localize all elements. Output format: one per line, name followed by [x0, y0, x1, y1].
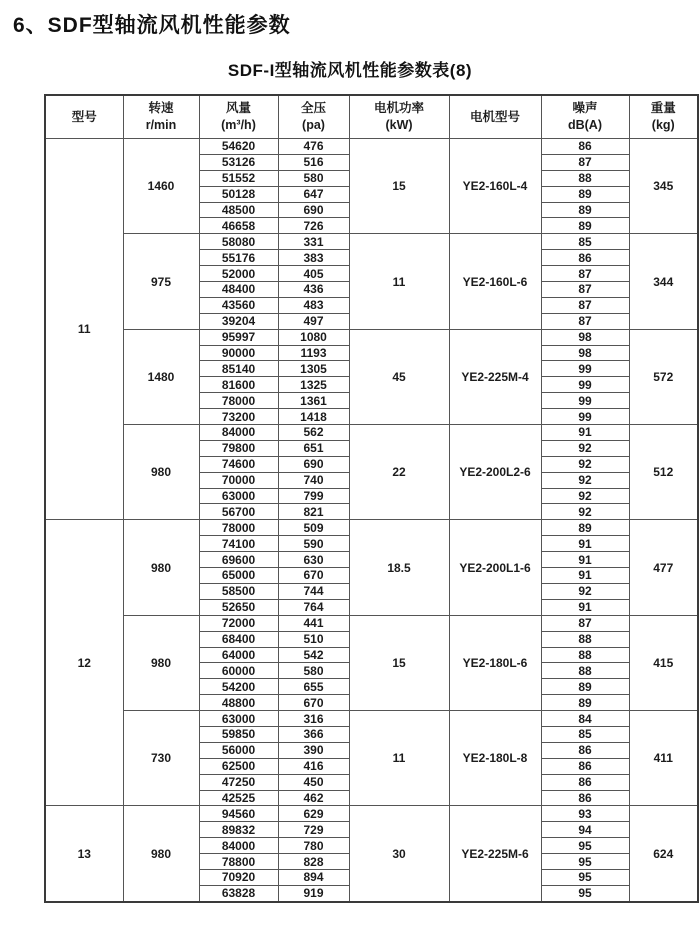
noise-cell: 91 [541, 425, 629, 441]
noise-cell: 91 [541, 536, 629, 552]
flow-cell: 42525 [199, 790, 278, 806]
noise-cell: 88 [541, 663, 629, 679]
pressure-cell: 690 [278, 456, 349, 472]
flow-cell: 60000 [199, 663, 278, 679]
flow-cell: 69600 [199, 552, 278, 568]
power-cell: 11 [349, 711, 449, 806]
pressure-cell: 509 [278, 520, 349, 536]
flow-cell: 70920 [199, 869, 278, 885]
noise-cell: 87 [541, 282, 629, 298]
model-cell: 12 [45, 520, 123, 806]
power-cell: 45 [349, 329, 449, 424]
pressure-cell: 436 [278, 282, 349, 298]
flow-cell: 48500 [199, 202, 278, 218]
pressure-cell: 462 [278, 790, 349, 806]
flow-cell: 72000 [199, 615, 278, 631]
flow-cell: 90000 [199, 345, 278, 361]
flow-cell: 65000 [199, 568, 278, 584]
weight-cell: 415 [629, 615, 698, 710]
speed-cell: 980 [123, 615, 199, 710]
noise-cell: 89 [541, 186, 629, 202]
noise-cell: 92 [541, 504, 629, 520]
motor-cell: YE2-180L-6 [449, 615, 541, 710]
flow-cell: 81600 [199, 377, 278, 393]
motor-cell: YE2-180L-8 [449, 711, 541, 806]
flow-cell: 56000 [199, 742, 278, 758]
pressure-cell: 542 [278, 647, 349, 663]
noise-cell: 99 [541, 409, 629, 425]
flow-cell: 54200 [199, 679, 278, 695]
header-row [45, 95, 698, 139]
table-row [45, 711, 698, 727]
noise-cell: 93 [541, 806, 629, 822]
pressure-cell: 366 [278, 726, 349, 742]
flow-cell: 56700 [199, 504, 278, 520]
noise-cell: 89 [541, 202, 629, 218]
flow-cell: 48400 [199, 282, 278, 298]
noise-cell: 88 [541, 170, 629, 186]
pressure-cell: 516 [278, 154, 349, 170]
noise-cell: 87 [541, 297, 629, 313]
speed-cell: 980 [123, 425, 199, 520]
pressure-cell: 629 [278, 806, 349, 822]
noise-cell: 86 [541, 790, 629, 806]
weight-cell: 624 [629, 806, 698, 902]
motor-cell: YE2-225M-6 [449, 806, 541, 902]
table-row [45, 139, 698, 155]
table-row [45, 615, 698, 631]
speed-cell: 975 [123, 234, 199, 329]
weight-cell: 477 [629, 520, 698, 615]
noise-cell: 87 [541, 313, 629, 329]
flow-cell: 47250 [199, 774, 278, 790]
noise-cell: 88 [541, 647, 629, 663]
noise-cell: 86 [541, 742, 629, 758]
noise-cell: 94 [541, 822, 629, 838]
flow-cell: 53126 [199, 154, 278, 170]
flow-cell: 64000 [199, 647, 278, 663]
noise-cell: 87 [541, 266, 629, 282]
noise-cell: 92 [541, 472, 629, 488]
noise-cell: 95 [541, 869, 629, 885]
power-cell: 18.5 [349, 520, 449, 615]
noise-cell: 99 [541, 393, 629, 409]
power-cell: 15 [349, 615, 449, 710]
flow-cell: 94560 [199, 806, 278, 822]
pressure-cell: 799 [278, 488, 349, 504]
pressure-cell: 441 [278, 615, 349, 631]
noise-cell: 88 [541, 631, 629, 647]
model-cell: 13 [45, 806, 123, 902]
flow-cell: 58080 [199, 234, 278, 250]
flow-cell: 52000 [199, 266, 278, 282]
noise-cell: 87 [541, 615, 629, 631]
noise-cell: 85 [541, 234, 629, 250]
noise-cell: 91 [541, 568, 629, 584]
power-cell: 11 [349, 234, 449, 329]
col-header-flow: 风量 (m³/h) [199, 95, 278, 139]
table-row [45, 806, 698, 822]
power-cell: 30 [349, 806, 449, 902]
motor-cell: YE2-225M-4 [449, 329, 541, 424]
model-cell: 11 [45, 139, 123, 520]
pressure-cell: 828 [278, 854, 349, 870]
noise-cell: 86 [541, 774, 629, 790]
weight-cell: 411 [629, 711, 698, 806]
pressure-cell: 1193 [278, 345, 349, 361]
flow-cell: 63000 [199, 711, 278, 727]
pressure-cell: 390 [278, 742, 349, 758]
noise-cell: 99 [541, 377, 629, 393]
motor-cell: YE2-160L-6 [449, 234, 541, 329]
flow-cell: 95997 [199, 329, 278, 345]
pressure-cell: 764 [278, 599, 349, 615]
pressure-cell: 580 [278, 663, 349, 679]
pressure-cell: 580 [278, 170, 349, 186]
pressure-cell: 821 [278, 504, 349, 520]
speed-cell: 980 [123, 520, 199, 615]
pressure-cell: 1305 [278, 361, 349, 377]
flow-cell: 73200 [199, 409, 278, 425]
flow-cell: 63000 [199, 488, 278, 504]
noise-cell: 89 [541, 695, 629, 711]
col-header-weight: 重量 (kg) [629, 95, 698, 139]
noise-cell: 86 [541, 250, 629, 266]
noise-cell: 98 [541, 329, 629, 345]
weight-cell: 512 [629, 425, 698, 520]
col-header-model: 型号 [45, 95, 123, 139]
table-row [45, 520, 698, 536]
weight-cell: 344 [629, 234, 698, 329]
fan-spec-table [44, 94, 699, 903]
col-header-motor: 电机型号 [449, 95, 541, 139]
speed-cell: 1460 [123, 139, 199, 234]
pressure-cell: 331 [278, 234, 349, 250]
flow-cell: 85140 [199, 361, 278, 377]
pressure-cell: 780 [278, 838, 349, 854]
flow-cell: 89832 [199, 822, 278, 838]
table-title: SDF-I型轴流风机性能参数表(8) [227, 61, 473, 80]
noise-cell: 92 [541, 456, 629, 472]
pressure-cell: 894 [278, 869, 349, 885]
flow-cell: 50128 [199, 186, 278, 202]
col-header-speed: 转速 r/min [123, 95, 199, 139]
flow-cell: 52650 [199, 599, 278, 615]
noise-cell: 92 [541, 583, 629, 599]
col-header-power: 电机功率 (kW) [349, 95, 449, 139]
flow-cell: 43560 [199, 297, 278, 313]
flow-cell: 39204 [199, 313, 278, 329]
noise-cell: 95 [541, 838, 629, 854]
motor-cell: YE2-200L2-6 [449, 425, 541, 520]
noise-cell: 89 [541, 520, 629, 536]
noise-cell: 92 [541, 440, 629, 456]
flow-cell: 78800 [199, 854, 278, 870]
noise-cell: 99 [541, 361, 629, 377]
noise-cell: 89 [541, 218, 629, 234]
pressure-cell: 919 [278, 885, 349, 901]
pressure-cell: 670 [278, 695, 349, 711]
flow-cell: 84000 [199, 838, 278, 854]
speed-cell: 980 [123, 806, 199, 902]
table-row [45, 425, 698, 441]
pressure-cell: 483 [278, 297, 349, 313]
weight-cell: 572 [629, 329, 698, 424]
flow-cell: 46658 [199, 218, 278, 234]
pressure-cell: 1080 [278, 329, 349, 345]
noise-cell: 91 [541, 552, 629, 568]
pressure-cell: 647 [278, 186, 349, 202]
table-header [45, 95, 698, 139]
pressure-cell: 476 [278, 139, 349, 155]
flow-cell: 78000 [199, 393, 278, 409]
pressure-cell: 726 [278, 218, 349, 234]
pressure-cell: 670 [278, 568, 349, 584]
flow-cell: 59850 [199, 726, 278, 742]
flow-cell: 62500 [199, 758, 278, 774]
pressure-cell: 416 [278, 758, 349, 774]
flow-cell: 51552 [199, 170, 278, 186]
motor-cell: YE2-160L-4 [449, 139, 541, 234]
pressure-cell: 690 [278, 202, 349, 218]
noise-cell: 91 [541, 599, 629, 615]
pressure-cell: 744 [278, 583, 349, 599]
pressure-cell: 729 [278, 822, 349, 838]
pressure-cell: 740 [278, 472, 349, 488]
table-row [45, 329, 698, 345]
pressure-cell: 497 [278, 313, 349, 329]
section-heading: 6、SDF型轴流风机性能参数 [13, 14, 291, 37]
speed-cell: 730 [123, 711, 199, 806]
col-header-pressure: 全压 (pa) [278, 95, 349, 139]
pressure-cell: 1361 [278, 393, 349, 409]
flow-cell: 70000 [199, 472, 278, 488]
noise-cell: 85 [541, 726, 629, 742]
noise-cell: 98 [541, 345, 629, 361]
table-body [45, 139, 698, 902]
flow-cell: 55176 [199, 250, 278, 266]
noise-cell: 95 [541, 885, 629, 901]
flow-cell: 48800 [199, 695, 278, 711]
pressure-cell: 510 [278, 631, 349, 647]
flow-cell: 58500 [199, 583, 278, 599]
noise-cell: 92 [541, 488, 629, 504]
pressure-cell: 562 [278, 425, 349, 441]
power-cell: 15 [349, 139, 449, 234]
noise-cell: 84 [541, 711, 629, 727]
noise-cell: 95 [541, 854, 629, 870]
speed-cell: 1480 [123, 329, 199, 424]
flow-cell: 84000 [199, 425, 278, 441]
flow-cell: 74100 [199, 536, 278, 552]
flow-cell: 54620 [199, 139, 278, 155]
noise-cell: 86 [541, 758, 629, 774]
flow-cell: 78000 [199, 520, 278, 536]
pressure-cell: 316 [278, 711, 349, 727]
pressure-cell: 630 [278, 552, 349, 568]
col-header-noise: 噪声 dB(A) [541, 95, 629, 139]
flow-cell: 63828 [199, 885, 278, 901]
pressure-cell: 651 [278, 440, 349, 456]
table-row [45, 234, 698, 250]
motor-cell: YE2-200L1-6 [449, 520, 541, 615]
pressure-cell: 1418 [278, 409, 349, 425]
pressure-cell: 655 [278, 679, 349, 695]
flow-cell: 74600 [199, 456, 278, 472]
power-cell: 22 [349, 425, 449, 520]
flow-cell: 68400 [199, 631, 278, 647]
weight-cell: 345 [629, 139, 698, 234]
pressure-cell: 405 [278, 266, 349, 282]
noise-cell: 86 [541, 139, 629, 155]
flow-cell: 79800 [199, 440, 278, 456]
pressure-cell: 450 [278, 774, 349, 790]
pressure-cell: 590 [278, 536, 349, 552]
pressure-cell: 383 [278, 250, 349, 266]
pressure-cell: 1325 [278, 377, 349, 393]
noise-cell: 87 [541, 154, 629, 170]
noise-cell: 89 [541, 679, 629, 695]
